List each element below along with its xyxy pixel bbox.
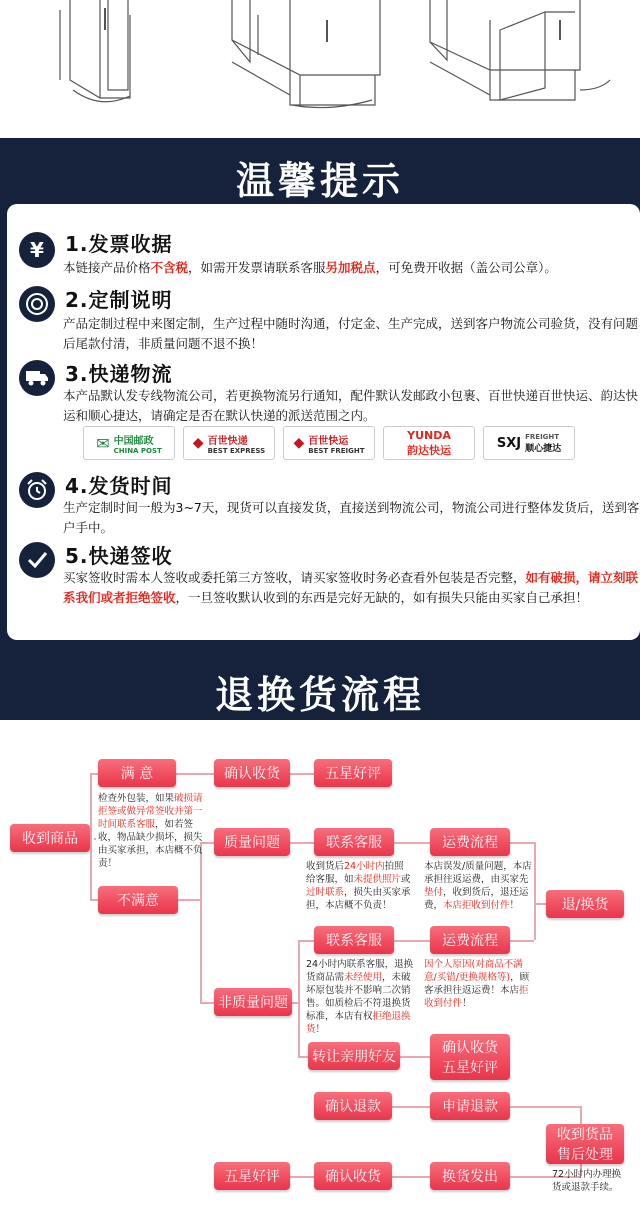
item-body-2: 产品定制过程中来图定制，生产过程中随时沟通，付定金、生产完成，送到客户物流公司验货，没有问题后尾款付清，非质量问题不退不换！ [63,316,639,351]
unsatisfied-box: 不满意 [98,886,178,914]
freight-process-box: 运费流程 [430,828,510,856]
courier-logo: ◆ 百世快运 BEST FREIGHT [283,426,375,460]
confirm-refund-box: 确认退款 [314,1092,392,1120]
courier-logo: ◆ 百世快递 BEST EXPRESS [183,426,275,460]
five-star-review-box: 五星好评 [214,1162,290,1190]
inspect-package-note: 检查外包装，如果破损请拒签或做异常签收并第一时间联系客服，如若签收，物品缺少损坏，损失由买家承担，本店概不负责！ [98,793,203,869]
truck-icon [19,360,55,396]
confirm-and-review-box: 确认收货 五星好评 [430,1034,510,1080]
five-star-review-box: 五星好评 [314,759,392,787]
contact-service-box: 联系客服 [314,926,394,954]
apply-refund-box: 申请退款 [430,1092,510,1120]
confirm-receipt-box: 确认收货 [314,1162,392,1190]
quality-issue-box: 质量问题 [214,828,290,856]
return-exchange-box: 退/换货 [546,890,624,918]
contact-service-box: 联系客服 [314,828,394,856]
confirm-receipt-box: 确认收货 [214,759,290,787]
quality-note: 收到货后24小时内拍照给客服，如未提供照片或过时联系，损失由买家承担，本店概不负责！ [306,861,411,911]
item-body-5: 买家签收时需本人签收或委托第三方签收，请买家签收时务必查看外包装是否完整，如有破损，请立刻联系我们或者拒绝签收，一旦签收默认收到的东西是完好无缺的，如有损失只能由买家自己承担！ [63,570,639,605]
item-title-1: 1.发票收据 [65,232,173,256]
item-body-3: 本产品默认发专线物流公司，若更换物流另行通知，配件默认发邮政小包裹、百世快递百世快运、韵达快运和顺心捷达，请确定是否在默认快递的派送范围之内。 [63,388,639,423]
satisfied-box: 满 意 [98,759,176,787]
item-title-4: 4.发货时间 [65,474,173,498]
item-body-4: 生产定制时间一般为3~7天，现货可以直接发货，直接送到物流公司，物流公司进行整体发货后，送到客户手中。 [63,500,640,535]
return-flow-chart [0,720,640,1228]
target-icon [19,286,55,322]
item-title-3: 3.快递物流 [65,362,173,386]
checkmark-icon [19,542,55,578]
freight-note-1: 本店误发/质量问题，本店承担往返运费，由买家先垫付，收到货后，退还运费，本店拒收到付件！ [424,861,532,911]
product-dimension-drawings [0,0,640,112]
notice-title: 温馨提示 [235,159,404,203]
item-title-5: 5.快递签收 [65,544,173,568]
courier-logo: ✉ 中国邮政 CHINA POST [83,426,175,460]
courier-logo: YUNDA 韵达快运 [383,426,475,460]
item-title-2: 2.定制说明 [65,288,173,312]
flow-title: 退换货流程 [214,673,425,717]
freight-process-box: 运费流程 [430,926,510,954]
non-quality-note: 24小时内联系客服，退换货商品需未经使用，未破坏原包装并不影响二次销售。如质检后不符退换货标准，本店有权拒绝退换货！ [306,959,414,1035]
alarm-clock-icon [19,472,55,508]
72-hours-note: 72小时内办理换货或退款手续。 [552,1169,622,1193]
non-quality-issue-box: 非质量问题 [214,988,292,1016]
notice-card [7,204,640,640]
freight-note-2: 因个人原因(对商品不满意/买错/更换规格等)，顾客承担往返运费！本店拒收到付件！ [424,959,530,1009]
notice-section [0,138,640,720]
exchange-shipped-box: 换货发出 [430,1162,510,1190]
after-sale-box: 收到货品 售后处理 [546,1124,624,1164]
transfer-to-friends-box: 转让亲朋好友 [308,1042,400,1070]
received-goods-box: 收到商品 [10,824,90,852]
courier-logos [83,426,575,460]
courier-logo: SXJ FREIGHT 顺心捷达 [483,426,575,460]
item-body-1: 本链接产品价格不含税，如需开发票请联系客服另加税点，可免费开收据（盖公司公章）。 [63,260,557,275]
cabinet-line-drawings [0,0,640,112]
yen-icon: ¥ [19,232,55,268]
